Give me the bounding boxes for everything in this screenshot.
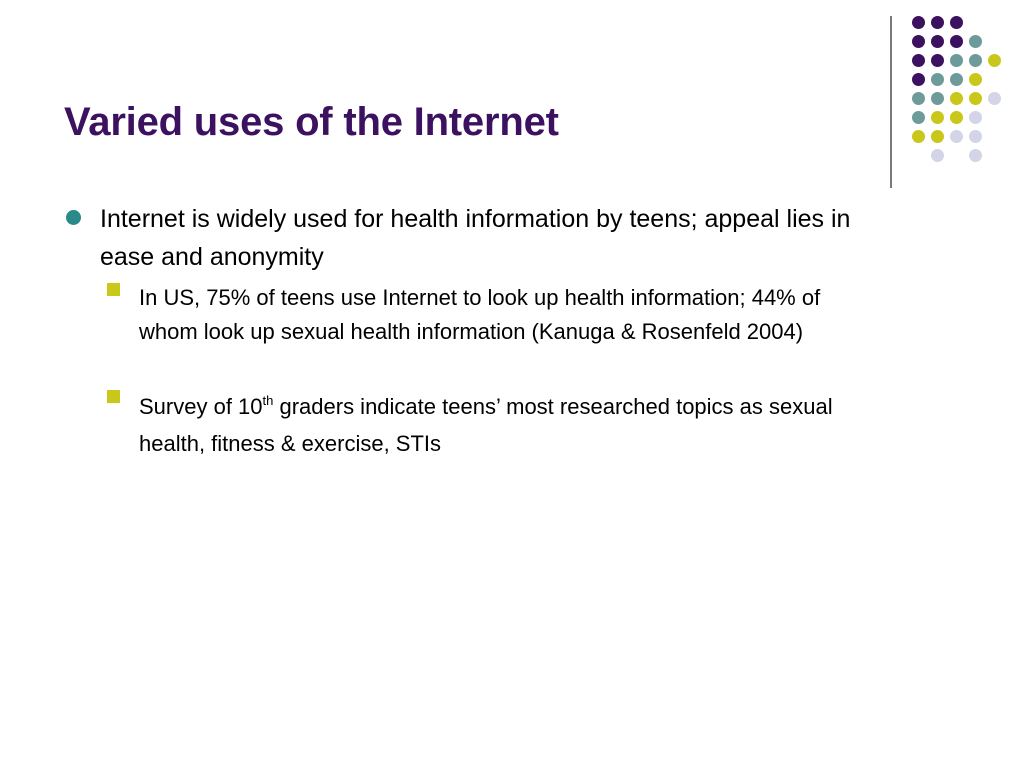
deco-dot	[912, 73, 925, 86]
ordinal-superscript: th	[262, 393, 274, 408]
deco-dot	[950, 111, 963, 124]
deco-dot	[931, 16, 944, 29]
deco-dot	[988, 92, 1001, 105]
deco-dot	[950, 35, 963, 48]
deco-dot	[912, 92, 925, 105]
deco-dot	[931, 92, 944, 105]
deco-dot	[931, 149, 944, 162]
deco-dot	[950, 130, 963, 143]
deco-dot	[988, 54, 1001, 67]
deco-dot	[912, 111, 925, 124]
deco-dot	[969, 54, 982, 67]
sub-bullet-2-text	[139, 390, 859, 461]
deco-dot	[969, 149, 982, 162]
deco-dot	[912, 130, 925, 143]
deco-dot	[912, 16, 925, 29]
deco-dot	[950, 73, 963, 86]
deco-dot	[969, 92, 982, 105]
deco-dot	[950, 16, 963, 29]
deco-dot	[931, 111, 944, 124]
square-bullet-icon	[107, 283, 120, 296]
deco-dot	[969, 130, 982, 143]
deco-dot	[931, 54, 944, 67]
deco-dot	[931, 35, 944, 48]
slide-title: Varied uses of the Internet	[64, 100, 559, 144]
deco-dot	[969, 111, 982, 124]
deco-dot	[912, 54, 925, 67]
deco-dot	[931, 130, 944, 143]
vertical-divider	[890, 16, 892, 188]
deco-dot	[950, 92, 963, 105]
deco-dot	[950, 54, 963, 67]
square-bullet-icon	[107, 390, 120, 403]
sub-bullet-1-text: In US, 75% of teens use Internet to look up health information; 44% of whom look up sexual health information (Kanuga & Rosenfeld 2004)	[139, 285, 821, 344]
deco-dot	[969, 73, 982, 86]
deco-dot	[931, 73, 944, 86]
deco-dot	[969, 35, 982, 48]
round-bullet-icon	[66, 210, 81, 225]
bullet-1-text: Internet is widely used for health information by teens; appeal lies in ease and anonymity	[100, 205, 851, 271]
sub-bullet-2-text-end: graders indicate teens’ most researched topics as sexual health, fitness & exercise, STIs	[139, 394, 833, 456]
deco-dot	[912, 35, 925, 48]
sub-bullet-2-text-start: Survey of 10	[139, 394, 263, 419]
